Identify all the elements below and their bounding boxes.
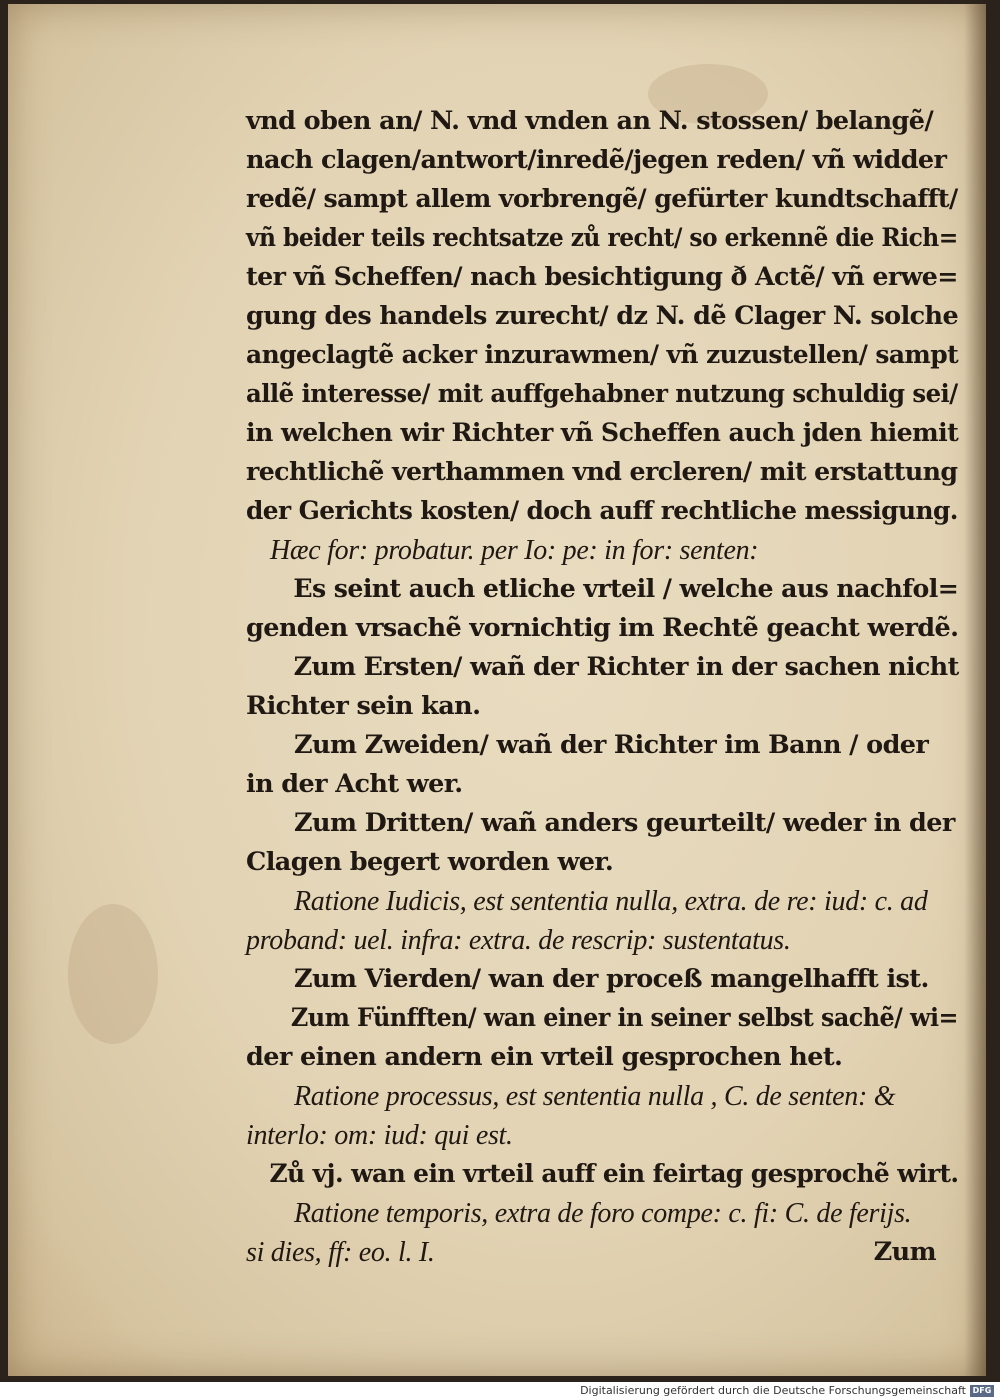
text-line: gung des handels zurecht/ dz N. dẽ Clager N. solche bbox=[246, 301, 959, 331]
paragraph-start: Es seint auch etliche vrteil / welche aus nachfol= bbox=[293, 574, 959, 604]
text-line: nach clagen/antwort/inredẽ/jegen reden/ vñ widder bbox=[246, 145, 947, 175]
paragraph-start: Zů vj. wan ein vrteil auff ein feirtag gesprochẽ wirt. bbox=[269, 1159, 959, 1189]
paragraph-start: Zum Zweiden/ wañ der Richter im Bann / oder bbox=[294, 730, 929, 760]
text-line: vñ beider teils rechtsatze zů recht/ so erkennẽ die Rich= bbox=[246, 223, 958, 253]
latin-citation: Hæc for: probatur. per Io: pe: in for: senten: bbox=[270, 535, 759, 566]
dfg-logo-icon: DFG bbox=[970, 1385, 994, 1397]
text-line: angeclagtẽ acker inzurawmen/ vñ zuzustellen/ sampt bbox=[246, 340, 959, 370]
paragraph-start: Zum Fünfften/ wan einer in seiner selbst sachẽ/ wi= bbox=[290, 1003, 958, 1033]
page-gutter-shadow bbox=[964, 4, 986, 1376]
text-line: in der Acht wer. bbox=[246, 769, 463, 799]
text-line: genden vrsachẽ vornichtig im Rechtẽ geacht werdẽ. bbox=[246, 613, 959, 643]
text-line: der Gerichts kosten/ doch auff rechtliche messigung. bbox=[246, 496, 958, 526]
text-line: rechtlichẽ verthammen vnd ercleren/ mit erstattung bbox=[246, 457, 958, 487]
text-line: redẽ/ sampt allem vorbrengẽ/ gefürter kundtschafft/ bbox=[246, 184, 958, 214]
text-line: ter vñ Scheffen/ nach besichtigung ð Actẽ/ vñ erwe= bbox=[246, 262, 958, 292]
text-line: in welchen wir Richter vñ Scheffen auch jden hiemit bbox=[246, 418, 959, 448]
latin-citation: interlo: om: iud: qui est. bbox=[246, 1120, 513, 1151]
catchword: Zum bbox=[873, 1237, 936, 1267]
text-line: Clagen begert worden wer. bbox=[246, 847, 614, 877]
funding-credit: Digitalisierung gefördert durch die Deutsche Forschungsgemeinschaft bbox=[580, 1384, 966, 1397]
latin-citation: Ratione Iudicis, est sententia nulla, extra. de re: iud: c. ad bbox=[294, 886, 928, 917]
paper-stain bbox=[68, 904, 158, 1044]
text-line: Richter sein kan. bbox=[246, 691, 481, 721]
text-line: allẽ interesse/ mit auffgehabner nutzung schuldig sei/ bbox=[246, 379, 958, 409]
book-page bbox=[8, 4, 986, 1376]
text-line: der einen andern ein vrteil gesprochen het. bbox=[246, 1042, 843, 1072]
paragraph-start: Zum Dritten/ wañ anders geurteilt/ weder in der bbox=[294, 808, 955, 838]
page-text bbox=[246, 102, 958, 1272]
paragraph-start: Zum Vierden/ wan der proceß mangelhafft ist. bbox=[294, 964, 929, 994]
text-line: vnd oben an/ N. vnd vnden an N. stossen/ belangẽ/ bbox=[246, 106, 934, 136]
latin-citation: proband: uel. infra: extra. de rescrip: sustentatus. bbox=[246, 925, 791, 956]
last-line bbox=[246, 1233, 936, 1272]
latin-citation: Ratione temporis, extra de foro compe: c. fi: C. de ferijs. bbox=[294, 1198, 912, 1229]
footer-bar bbox=[0, 1382, 1000, 1400]
latin-citation: si dies, ff: eo. l. I. bbox=[246, 1237, 435, 1268]
latin-citation: Ratione processus, est sententia nulla , C. de senten: & bbox=[294, 1081, 896, 1112]
paragraph-start: Zum Ersten/ wañ der Richter in der sachen nicht bbox=[293, 652, 959, 682]
